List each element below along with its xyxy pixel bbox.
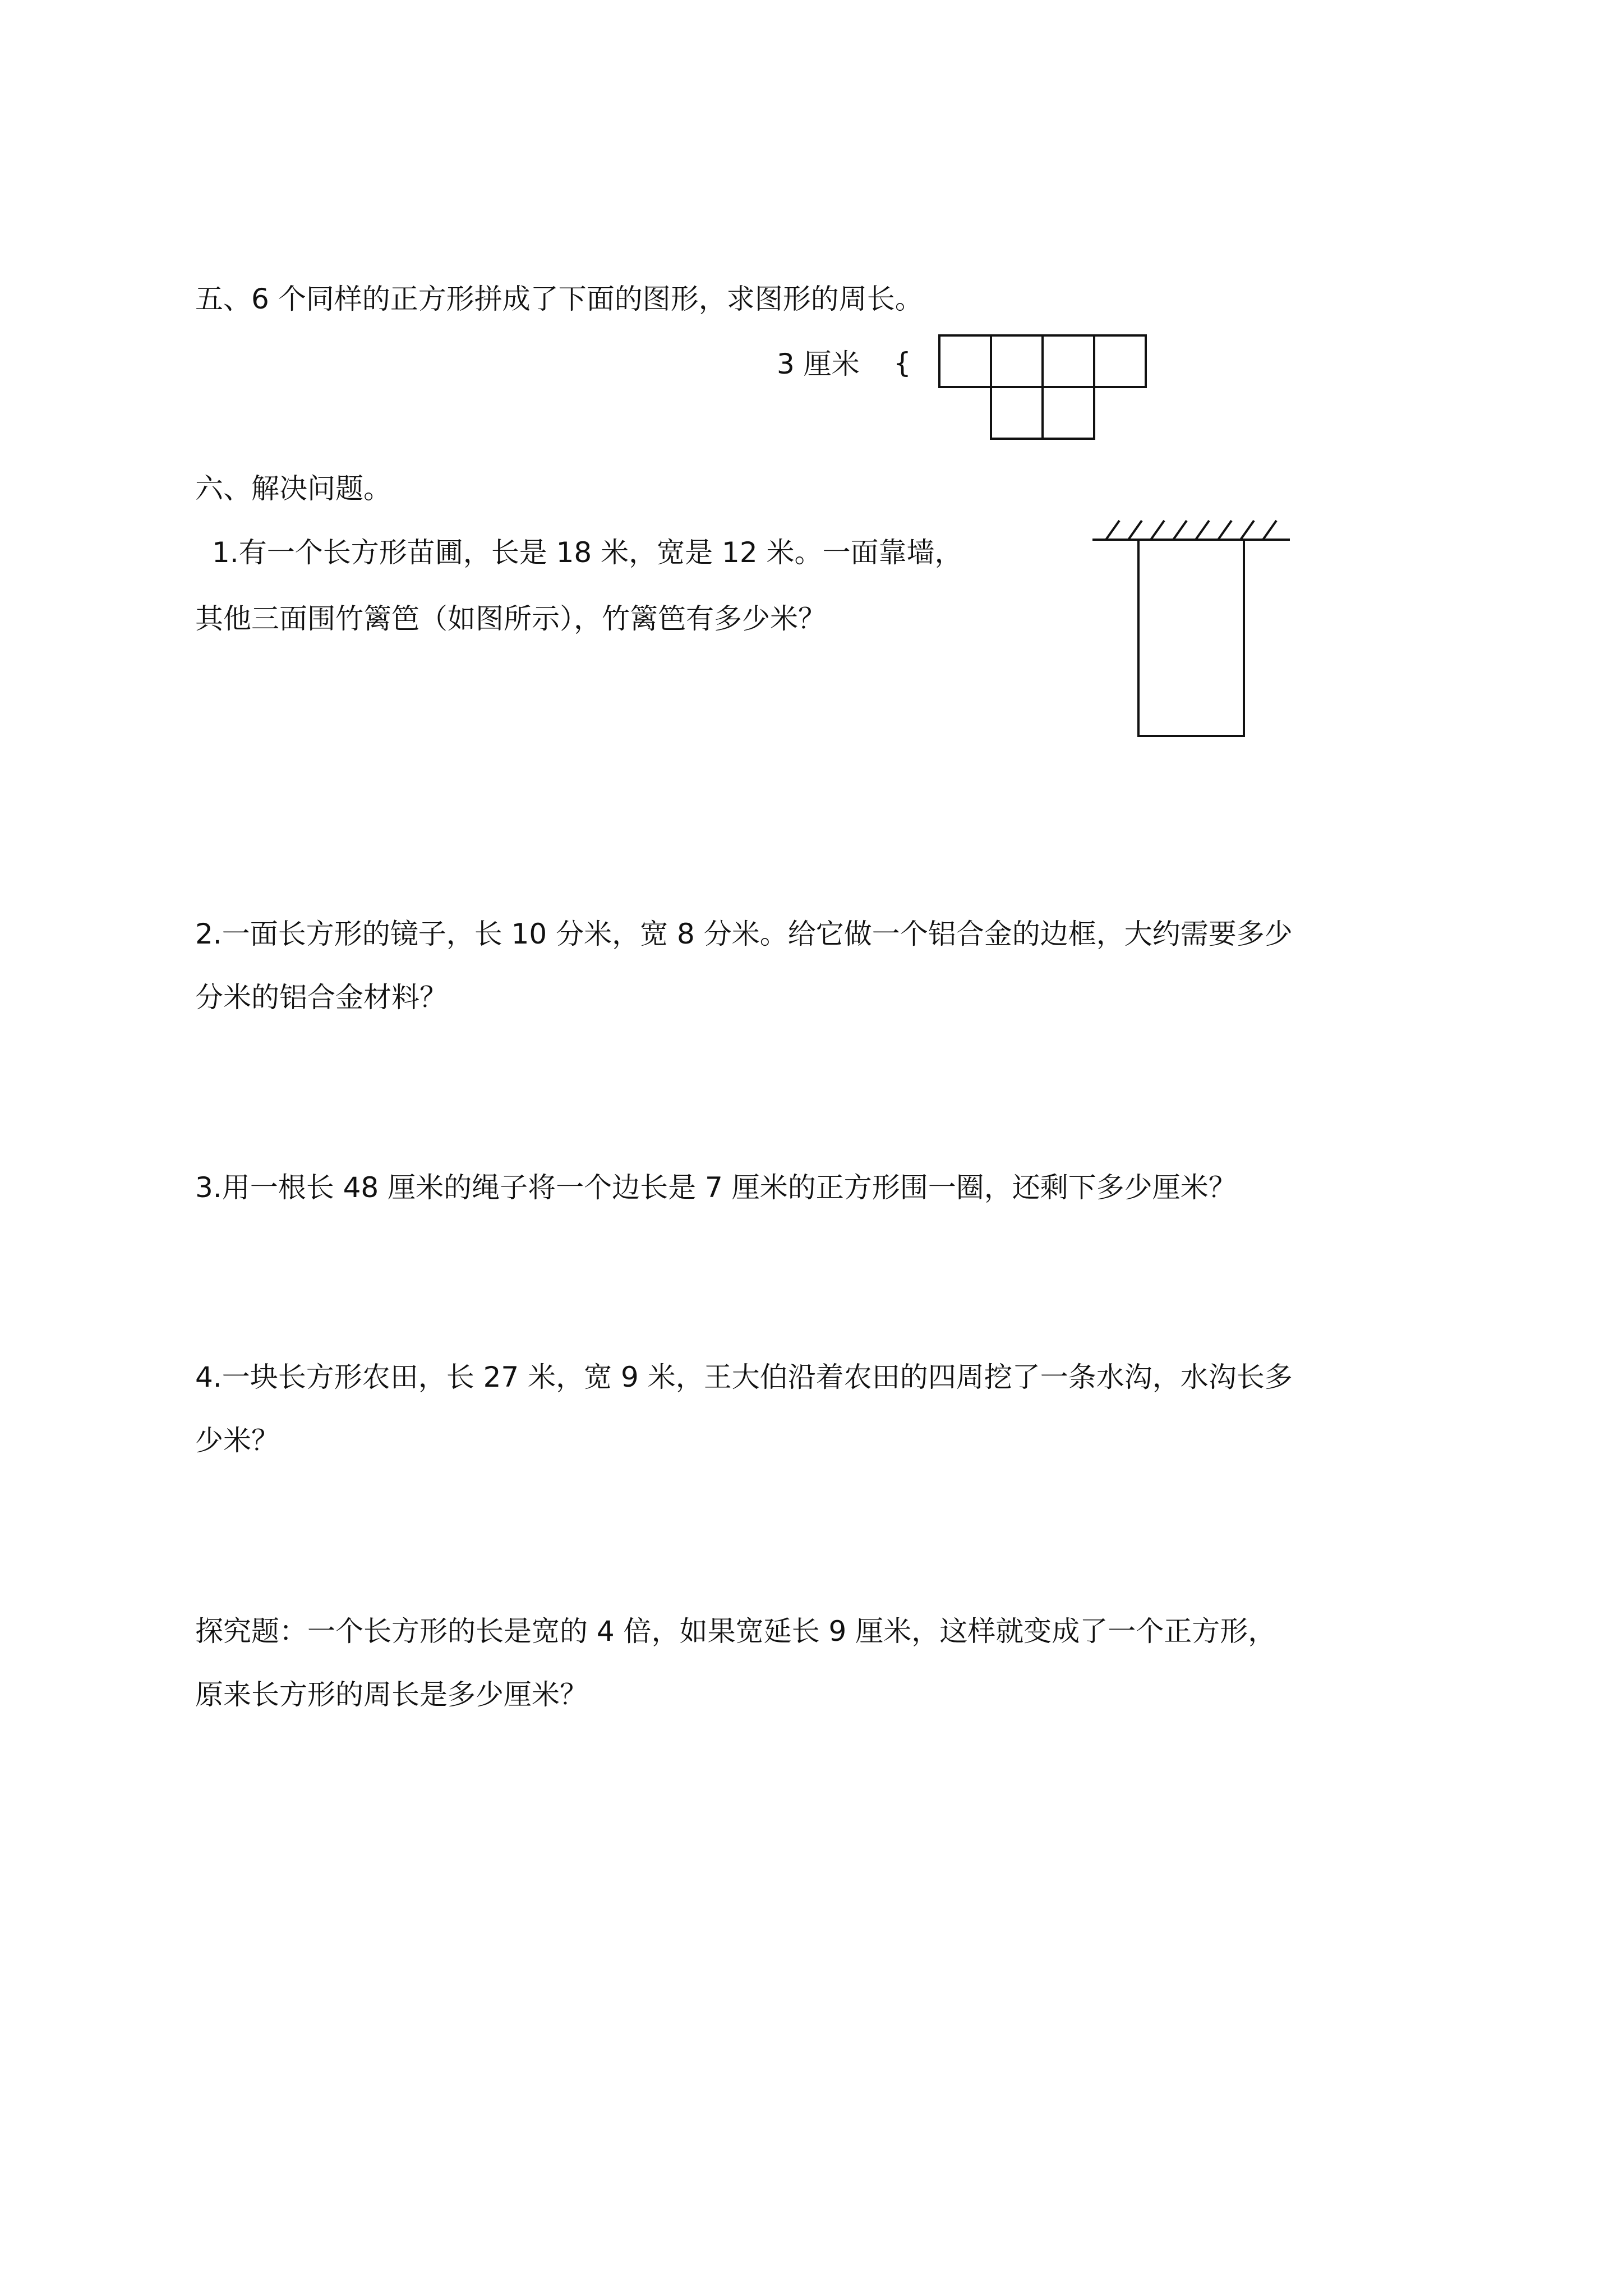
wall-hatch-8 <box>1263 521 1276 540</box>
explore-line-1: 探究题：一个长方形的长是宽的 4 倍，如果宽延长 9 厘米，这样就变成了一个正方形， <box>195 1615 1276 1648</box>
question-1-line-1: 1.有一个长方形苗圃，长是 18 米，宽是 12 米。一面靠墙， <box>212 536 963 569</box>
figure-side-label: 3 厘米 <box>777 348 860 380</box>
wall-hatch-6 <box>1218 521 1232 540</box>
wall-hatch-7 <box>1241 521 1254 540</box>
wall-hatch-4 <box>1173 521 1187 540</box>
wall-hatch-3 <box>1151 521 1164 540</box>
question-1-line-2: 其他三面围竹篱笆（如图所示），竹篱笆有多少米？ <box>195 602 826 635</box>
section5-heading: 五、6 个同样的正方形拼成了下面的图形，求图形的周长。 <box>195 283 923 315</box>
question-3-line-1: 3.用一根长 48 厘米的绳子将一个边长是 7 厘米的正方形围一圈，还剩下多少厘米？ <box>195 1171 1237 1204</box>
question-4-line-2: 少米？ <box>195 1424 279 1457</box>
fence-three-sides <box>1138 540 1244 736</box>
question-2-line-2: 分米的铝合金材料？ <box>195 981 448 1014</box>
brace-mark: { <box>893 347 911 379</box>
explore-line-2: 原来长方形的周长是多少厘米？ <box>195 1678 588 1711</box>
question-4-line-1: 4.一块长方形农田，长 27 米，宽 9 米，王大伯沿着农田的四周挖了一条水沟，水沟长多 <box>195 1361 1293 1393</box>
question-2-line-1: 2.一面长方形的镜子，长 10 分米，宽 8 分米。给它做一个铝合金的边框，大约需要多少 <box>195 918 1293 950</box>
wall-hatch-2 <box>1128 521 1142 540</box>
wall-hatch-5 <box>1196 521 1209 540</box>
wall-hatch-1 <box>1106 521 1119 540</box>
section6-heading: 六、解决问题。 <box>195 472 391 505</box>
